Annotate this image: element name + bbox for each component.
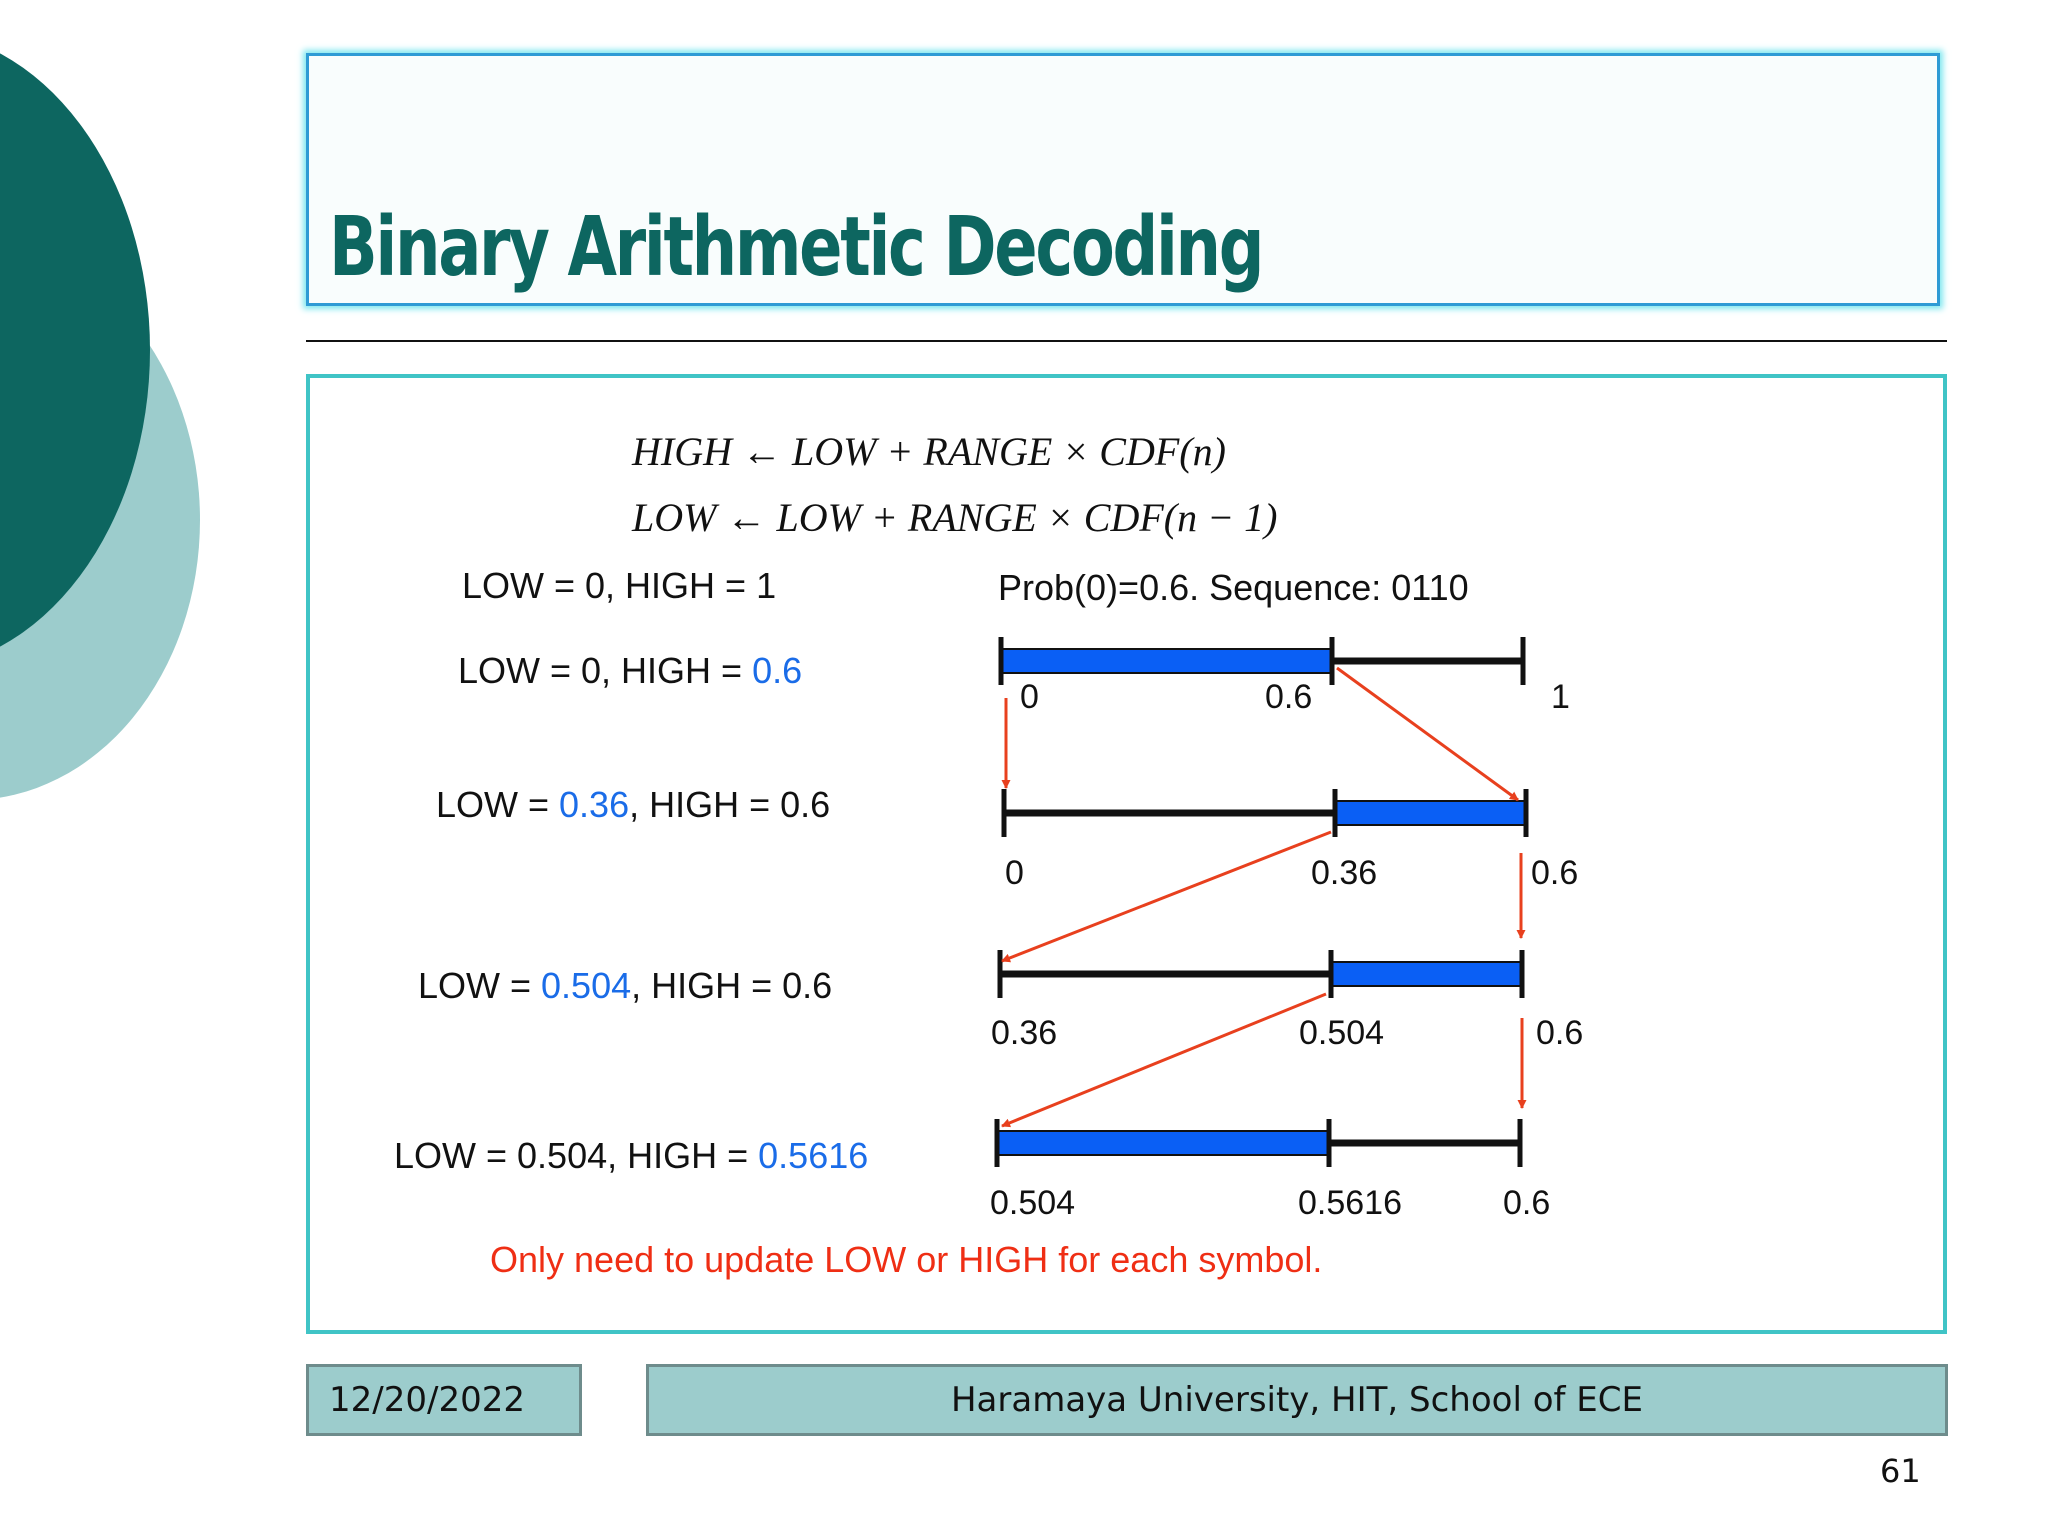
- content-box: [306, 374, 1947, 1334]
- tick-label: 0.504: [1299, 1014, 1385, 1052]
- slide-number: 61: [1880, 1452, 1921, 1490]
- tick-label: 0.6: [1265, 678, 1313, 716]
- selected-subinterval-bar: [997, 1131, 1329, 1155]
- tick-label: 0.5616: [1298, 1184, 1402, 1222]
- state-row: [462, 565, 776, 606]
- slide-title: Binary Arithmetic Decoding: [329, 200, 1263, 295]
- transition-arrow: [1002, 832, 1331, 961]
- equation-low: LOW ← LOW + RANGE × CDF(n − 1): [632, 495, 1278, 540]
- tick-label: 0.6: [1531, 854, 1579, 892]
- highlighted-value: 0.5616: [758, 1135, 869, 1176]
- state-row: [436, 784, 830, 825]
- tick-label: 0.504: [990, 1184, 1076, 1222]
- tick-label: 0.36: [1311, 854, 1378, 892]
- row-text: , HIGH = 0.6: [629, 784, 831, 825]
- title-divider: [306, 340, 1947, 342]
- selected-subinterval-bar: [1331, 962, 1522, 986]
- transition-arrow: [1337, 668, 1518, 800]
- row-text: LOW = 0, HIGH =: [458, 650, 753, 691]
- title-box: [306, 53, 1940, 306]
- state-row: [458, 650, 802, 691]
- tick-label: 0.36: [991, 1014, 1058, 1052]
- footer-date: 12/20/2022: [306, 1364, 582, 1436]
- tick-label: 1: [1551, 678, 1570, 716]
- selected-subinterval-bar: [1001, 649, 1332, 673]
- row-text: , HIGH = 0.6: [631, 965, 833, 1006]
- row-text: LOW = 0, HIGH = 1: [462, 565, 777, 606]
- row-text: LOW =: [418, 965, 542, 1006]
- row-text: LOW =: [436, 784, 560, 825]
- footnote: Only need to update LOW or HIGH for each symbol.: [490, 1239, 1323, 1280]
- state-row: [418, 965, 832, 1006]
- row-text: LOW = 0.504, HIGH =: [394, 1135, 759, 1176]
- highlighted-value: 0.6: [752, 650, 803, 691]
- tick-label: 0: [1005, 854, 1024, 892]
- decoding-diagram: [310, 378, 1951, 1338]
- equation-high: HIGH ← LOW + RANGE × CDF(n): [632, 429, 1226, 474]
- highlighted-value: 0.36: [559, 784, 630, 825]
- tick-label: 0.6: [1536, 1014, 1584, 1052]
- tick-label: 0.6: [1503, 1184, 1551, 1222]
- tick-label: 0: [1020, 678, 1039, 716]
- footer-organization: Haramaya University, HIT, School of ECE: [646, 1364, 1948, 1436]
- probability-label: Prob(0)=0.6. Sequence: 0110: [998, 567, 1469, 608]
- state-row: [394, 1135, 868, 1176]
- selected-subinterval-bar: [1335, 801, 1526, 825]
- highlighted-value: 0.504: [541, 965, 632, 1006]
